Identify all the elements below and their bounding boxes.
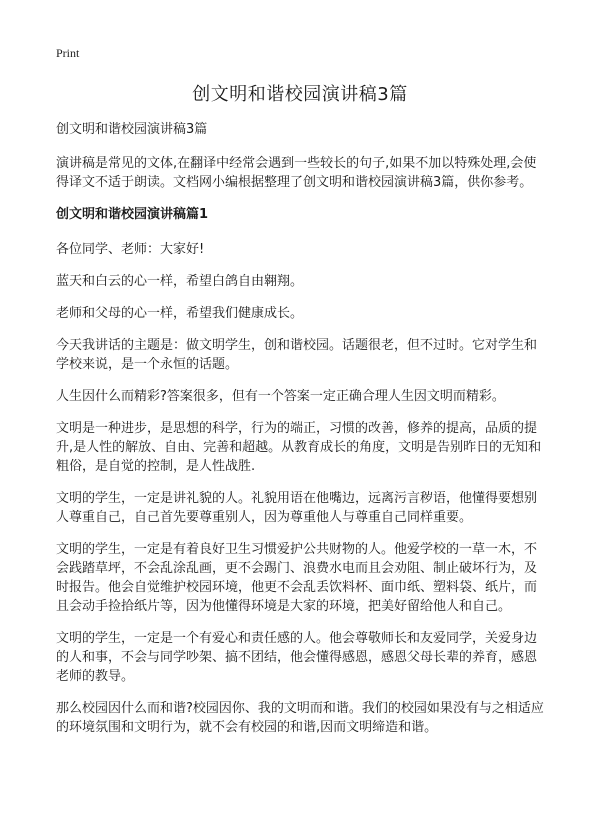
intro-paragraph: 演讲稿是常见的文体,在翻译中经常会遇到一些较长的句子,如果不加以特殊处理,会使得译文不适于朗读。文档网小编根据整理了创文明和谐校园演讲稿3篇，供你参考。 <box>56 156 537 190</box>
paragraph: 人生因什么而精彩?答案很多，但有一个答案一定正确合理人生因文明而精彩。 <box>56 389 505 404</box>
paragraph: 文明的学生，一定是讲礼貌的人。礼貌用语在他嘴边，远离污言秽语，他懂得要想别人尊重自己，自己首先要尊重别人，因为尊重他人与尊重自己同样重要。 <box>56 491 538 525</box>
paragraph: 今天我讲话的主题是：做文明学生，创和谐校园。话题很老，但不过时。它对学生和学校来说，是一个永恒的话题。 <box>56 338 538 372</box>
paragraph: 文明的学生，一定是一个有爱心和责任感的人。他会尊敬师长和友爱同学，关爱身边的人和事，不会与同学吵架、搞不团结，他会懂得感恩，感恩父母长辈的养育，感恩老师的教导。 <box>56 631 538 684</box>
print-link[interactable]: Print <box>56 46 80 60</box>
page-title: 创文明和谐校园演讲稿3篇 <box>192 84 408 105</box>
paragraph: 文明的学生，一定是有着良好卫生习惯爱护公共财物的人。他爱学校的一草一木，不会践踏草坪，不会乱涂乱画，更不会踢门、浪费水电而且会劝阻、制止破坏行为，及时报告。他会自觉维护校园环境，他更不会乱丢饮料杯、面巾纸、塑料袋、纸片，而且会动手捡拾纸片等，因为他懂得环境是大家的环境，把美好留给他人和自己。 <box>56 542 538 614</box>
paragraph: 各位同学、老师：大家好! <box>56 242 205 257</box>
document-body <box>56 120 548 750</box>
paragraph: 文明是一种进步，是思想的科学，行为的端正，习惯的改善，修养的提高，品质的提升,是人性的解放、自由、完善和超越。从教育成长的角度，文明是告别昨日的无知和粗俗，是自觉的控制，是人性战胜. <box>56 421 542 474</box>
paragraph: 老师和父母的心一样，希望我们健康成长。 <box>56 306 304 321</box>
paragraph: 那么校园因什么而和谐?校园因你、我的文明而和谐。我们的校园如果没有与之相适应的环境氛围和文明行为，就不会有校园的和谐,因而文明缔造和谐。 <box>56 701 544 735</box>
subtitle-line: 创文明和谐校园演讲稿3篇 <box>56 122 208 137</box>
paragraph: 蓝天和白云的心一样，希望白鸽自由翱翔。 <box>56 274 304 289</box>
section-heading: 创文明和谐校园演讲稿篇1 <box>56 207 209 222</box>
